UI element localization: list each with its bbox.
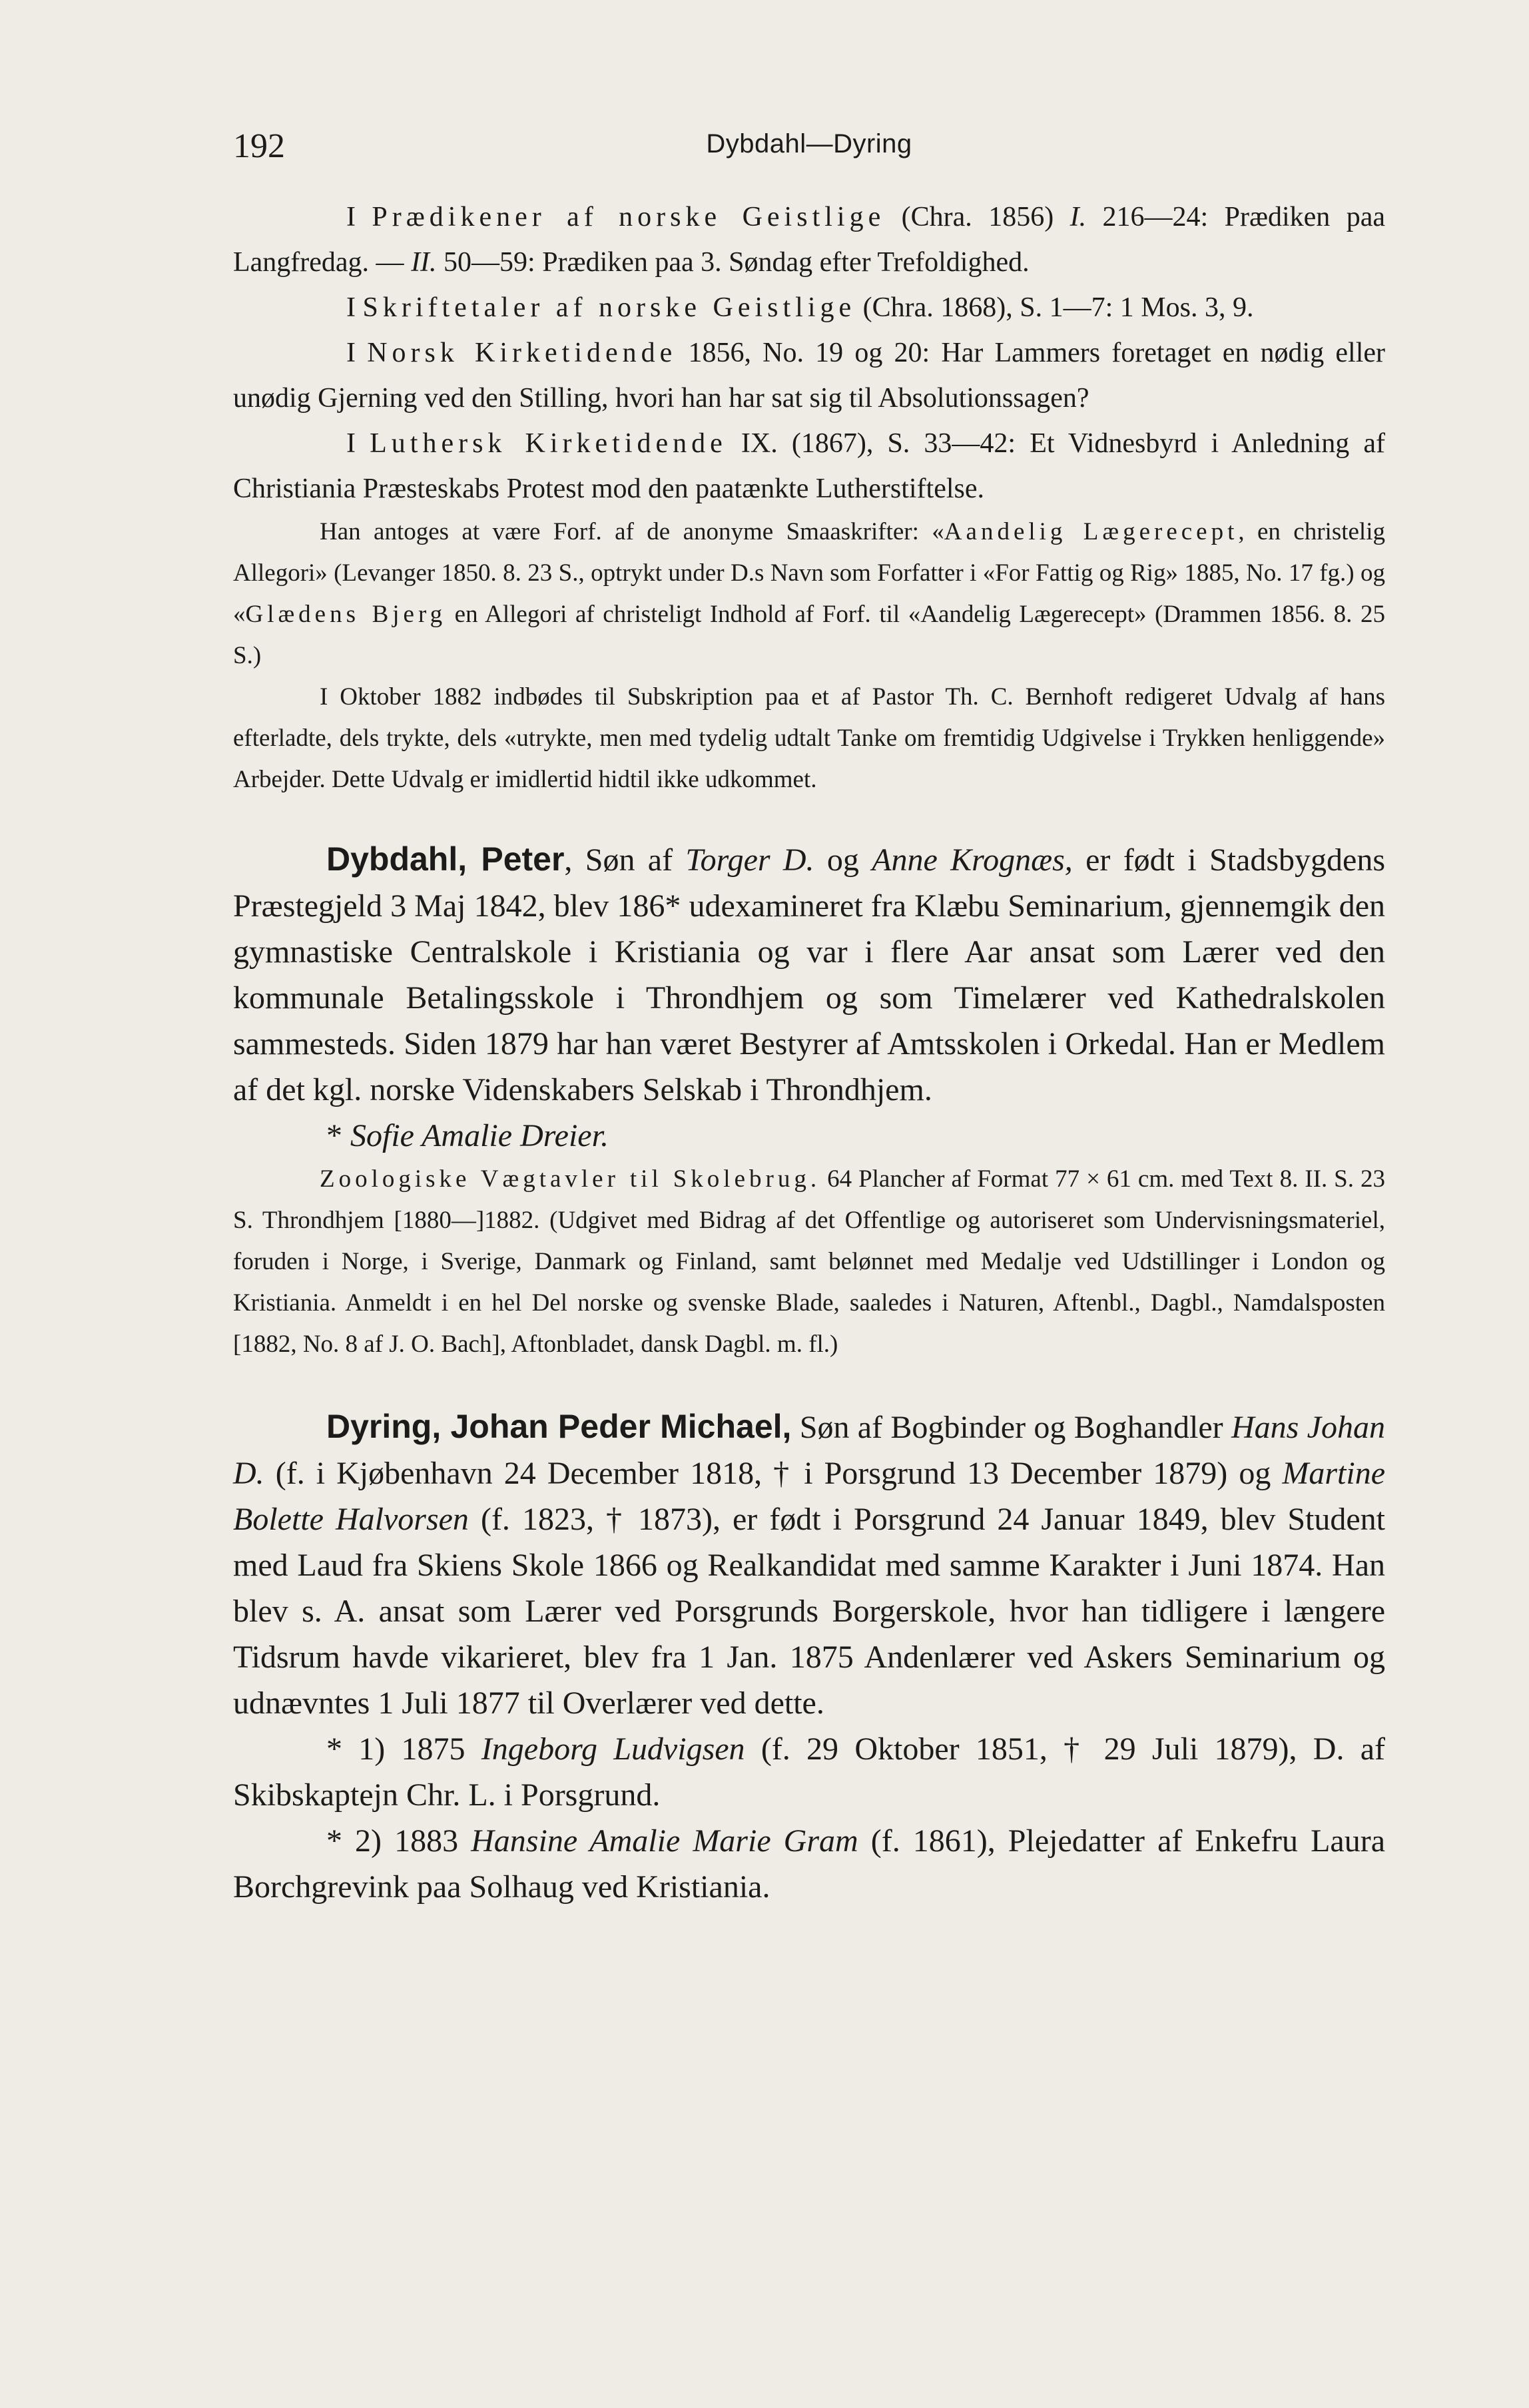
work-detail: 1856, No. 19 og 20: Har Lammers foretaget en nødig eller unødig Gjerning ved den Stilling, hvori han har sat sig til Absolutionssagen?: [233, 338, 1385, 414]
entry-text: (f. i Kjøbenhavn 24 December 1818, † i Porsgrund 13 December 1879) og: [264, 1456, 1283, 1491]
work-entry-luthersk-kirketidende: [233, 421, 1385, 511]
running-head: Dybdahl—Dyring: [706, 129, 912, 158]
bib-title: Zoologiske Vægtavler til Skolebrug.: [320, 1165, 821, 1193]
work-prefix: I: [346, 428, 356, 459]
entry-text: (f. 29 Oktober 1851, † 29 Juli 1879), D. af Skibskaptejn Chr. L. i Porsgrund.: [233, 1731, 1386, 1813]
spouse-name: Hansine Amalie Marie Gram: [471, 1823, 858, 1859]
marriage-marker: * 1) 1875: [326, 1731, 481, 1767]
work-entry-praedikener: [233, 194, 1385, 285]
entry-text: , Søn af: [564, 842, 686, 878]
work-prefix: I: [346, 338, 356, 368]
work-entry-norsk-kirketidende: [233, 330, 1385, 421]
work-title: Prædikener af norske Geistlige: [372, 202, 886, 232]
mother-name: Anne Krognæs,: [872, 842, 1073, 878]
mother-name: Martine Bolette Halvorsen: [233, 1456, 1385, 1537]
spouse-name: Sofie Amalie Dreier.: [350, 1118, 609, 1153]
entry-text: Søn af Bogbinder og Boghandler: [791, 1410, 1231, 1445]
work-imprint: (Chra. 1856): [901, 202, 1054, 232]
entry-text: (f. 1861), Plejedatter af Enkefru Laura Borchgrevink paa Solhaug ved Kristiania.: [233, 1823, 1385, 1905]
marriage-dyring-2: [233, 1818, 1385, 1910]
entry-dybdahl: [233, 836, 1385, 1113]
work-prefix: I: [346, 292, 356, 323]
work-detail: 50—59: Prædiken paa 3. Søndag efter Trefoldighed.: [444, 247, 1030, 278]
entry-name: Dyring, Johan Peder Michael,: [326, 1408, 792, 1445]
father-name: Hans Johan D.: [233, 1410, 1385, 1491]
work-entry-skriftetaler: [233, 285, 1385, 330]
note-text: en Allegori af christeligt Indhold af Forf. til «Aandelig Lægerecept» (Drammen 1856. 8. 25 S.): [233, 601, 1385, 669]
work-detail: 216—24: Prædiken paa Langfredag. —: [233, 202, 1385, 278]
note-text: , en christelig Allegori» (Levanger 1850. 8. 23 S., optrykt under D.s Navn som Forfatter i «For Fattig og Rig» 1885, No. 17 fg.) og «: [233, 518, 1385, 628]
father-name: Torger D.: [685, 842, 814, 878]
work-title: Skriftetaler af norske Geistlige: [362, 292, 856, 323]
entry-text: (f. 1823, † 1873), er født i Porsgrund 24 Januar 1849, blev Student med Laud fra Skiens Skole 1866 og Realkandidat med samme Karakter i Juni 1874. Han blev s. A. ansat som Lærer ved Porsgrunds Borgerskole, hvor han tidligere i længere Tidsrum havde vikarieret, blev fra 1 Jan. 1875 Andenlærer ved Askers Seminarium og udnævntes 1 Juli 1877 til Overlærer ved dette.: [233, 1502, 1386, 1721]
page-number: 192: [233, 127, 285, 165]
work-prefix: I: [346, 202, 356, 232]
entry-text: er født i Stadsbygdens Præstegjeld 3 Maj 1842, blev 186* udexamineret fra Klæbu Seminarium, gjennemgik den gymnastiske Centralskole i Kristiania og var i flere Aar ansat som Lærer ved den kommunale Betalingsskole i Throndhjem og som Timelærer ved Kathedralskolen sammesteds. Siden 1879 har han været Bestyrer af Amtsskolen i Orkedal. Han er Medlem af det kgl. norske Videnskabers Selskab i Throndhjem.: [233, 842, 1386, 1107]
page-body: [233, 194, 1385, 1910]
marriage-dybdahl: [233, 1113, 1385, 1159]
page-header: [233, 127, 1385, 173]
note-text: Han antoges at være Forf. af de anonyme Smaaskrifter: «: [320, 518, 944, 545]
volume-number: I.: [1070, 202, 1087, 232]
entry-dyring: [233, 1404, 1385, 1726]
note-title: Glædens Bjerg: [245, 601, 447, 628]
bib-text: 64 Plancher af Format 77 × 61 cm. med Text 8. II. S. 23 S. Throndhjem [1880—]1882. (Udgivet med Bidrag af det Offentlige og autoriseret som Undervisningsmateriel, foruden i Norge, i Sverige, Danmark og Finland, samt belønnet med Medalje ved Udstillinger i London og Kristiania. Anmeldt i en hel Del norske og svenske Blade, saaledes i Naturen, Aftenbl., Dagbl., Namdalsposten [1882, No. 8 af J. O. Bach], Aftonbladet, dansk Dagbl. m. fl.): [233, 1165, 1385, 1358]
note-anonymous-writings: [233, 511, 1385, 677]
spacer: [233, 1365, 1385, 1404]
marriage-marker: * 2) 1883: [326, 1823, 471, 1859]
note-title: Aandelig Lægerecept: [944, 518, 1239, 545]
bibliography-dybdahl: [233, 1159, 1385, 1365]
marriage-marker: *: [326, 1118, 350, 1153]
entry-name: Dybdahl, Peter: [326, 840, 565, 878]
work-title: Norsk Kirketidende: [367, 338, 677, 368]
work-detail: IX. (1867), S. 33—42: Et Vidnesbyrd i Anledning af Christiania Præsteskabs Protest mod den paatænkte Lutherstiftelse.: [233, 428, 1386, 504]
note-subscription: I Oktober 1882 indbødes til Subskription paa et af Pastor Th. C. Bernhoft redigeret Udvalg af hans efterladte, dels trykte, dels «utrykte, men med tydelig udtalt Tanke om fremtidig Udgivelse i Trykken henliggende» Arbejder. Dette Udvalg er imidlertid hidtil ikke udkommet.: [233, 683, 1385, 793]
work-detail: (Chra. 1868), S. 1—7: 1 Mos. 3, 9.: [862, 292, 1254, 323]
spouse-name: Ingeborg Ludvigsen: [481, 1731, 745, 1767]
volume-number: II.: [411, 247, 437, 278]
marriage-dyring-1: [233, 1726, 1385, 1818]
entry-text: og: [814, 842, 872, 878]
spacer: [233, 800, 1385, 836]
work-title: Luthersk Kirketidende: [370, 428, 727, 459]
